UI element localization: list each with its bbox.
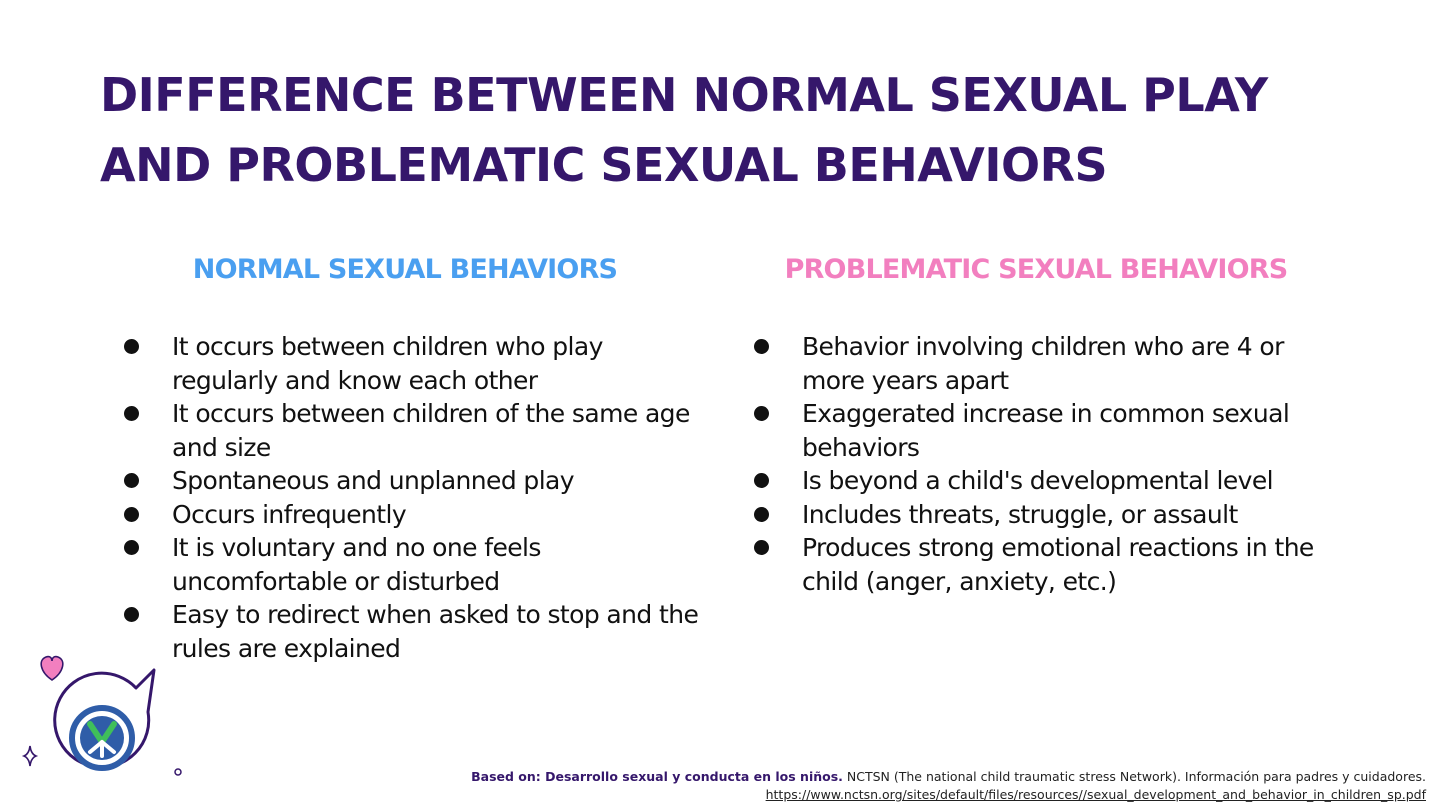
list-item <box>750 531 1350 598</box>
normal-behaviors-list <box>120 330 700 665</box>
bullet-icon <box>754 507 769 522</box>
small-circle-decoration <box>175 769 181 775</box>
list-item <box>120 397 700 464</box>
bullet-icon <box>754 473 769 488</box>
bullet-icon <box>124 406 139 421</box>
list-item <box>750 397 1350 464</box>
list-item-text: Produces strong emotional reactions in the child (anger, anxiety, etc.) <box>802 533 1314 596</box>
logo-graphic <box>16 650 196 800</box>
list-item-text: Occurs infrequently <box>172 499 407 529</box>
bullet-icon <box>754 540 769 555</box>
bullet-icon <box>124 473 139 488</box>
list-item <box>120 598 700 665</box>
list-item <box>120 464 700 498</box>
list-item-text: It occurs between children of the same age and size <box>172 399 690 462</box>
list-item-text: Is beyond a child's developmental level <box>802 466 1273 495</box>
list-item-text: Behavior involving children who are 4 or more years apart <box>802 332 1284 395</box>
list-item-text: Easy to redirect when asked to stop and the rules are explained <box>172 600 699 663</box>
problematic-behaviors-heading: PROBLEMATIC SEXUAL BEHAVIORS <box>784 254 1288 285</box>
sparkle-icon <box>24 746 36 766</box>
source-citation <box>426 768 1426 804</box>
bullet-icon <box>124 507 139 522</box>
list-item-text: It occurs between children who play regularly and know each other <box>172 332 603 395</box>
list-item-text: Exaggerated increase in common sexual behaviors <box>802 399 1290 462</box>
heart-icon <box>41 657 63 680</box>
bullet-icon <box>754 406 769 421</box>
list-item-text: Includes threats, struggle, or assault <box>802 499 1238 529</box>
list-item <box>750 498 1350 532</box>
list-item <box>750 464 1350 498</box>
citation-text: NCTSN (The national child traumatic stress Network). Información para padres y cuidadores. <box>846 769 1426 784</box>
problematic-behaviors-list <box>750 330 1350 598</box>
normal-behaviors-heading: NORMAL SEXUAL BEHAVIORS <box>192 254 618 285</box>
list-item <box>750 330 1350 397</box>
bullet-icon <box>124 540 139 555</box>
list-item <box>120 498 700 532</box>
bullet-icon <box>124 339 139 354</box>
citation-lead: Based on: Desarrollo sexual y conducta en los niños. <box>471 769 843 784</box>
bullet-icon <box>124 607 139 622</box>
logo-icon <box>72 708 132 768</box>
list-item-text: It is voluntary and no one feels uncomfortable or disturbed <box>172 533 541 596</box>
logo-area <box>16 650 196 800</box>
slide-title: DIFFERENCE BETWEEN NORMAL SEXUAL PLAY AND PROBLEMATIC SEXUAL BEHAVIORS <box>100 68 1268 192</box>
citation-link[interactable]: https://www.nctsn.org/sites/default/files/resources//sexual_development_and_behavior_in_children_sp.pdf <box>765 787 1426 802</box>
list-item-text: Spontaneous and unplanned play <box>172 466 574 495</box>
bullet-icon <box>754 339 769 354</box>
list-item <box>120 330 700 397</box>
list-item <box>120 531 700 598</box>
